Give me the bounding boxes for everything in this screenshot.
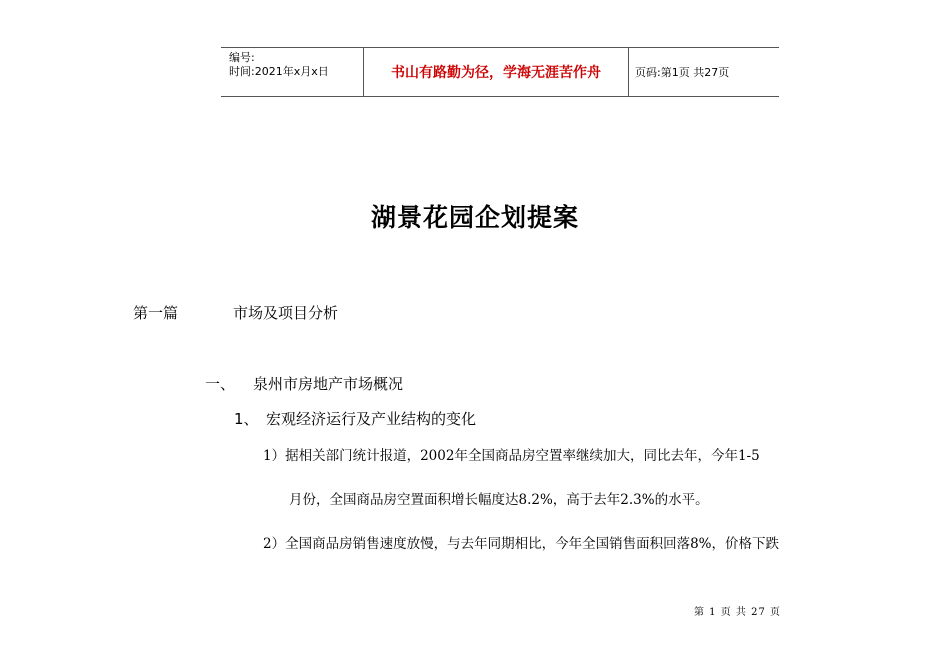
paragraph-2-line-1: 2）全国商品房销售速度放慢，与去年同期相比，今年全国销售面积回落8%，价格下跌 bbox=[263, 536, 780, 552]
footer-page-number: 第 1 页 共 27 页 bbox=[694, 607, 781, 618]
header-motto: 书山有路勤为径，学海无涯苦作舟 bbox=[391, 65, 601, 81]
part-heading bbox=[133, 302, 338, 323]
section-title: 泉州市房地产市场概况 bbox=[253, 375, 404, 393]
part-label: 第一篇 bbox=[133, 304, 179, 322]
header-meta-cell bbox=[221, 48, 364, 96]
paragraph-1-line-1: 1）据相关部门统计报道，2002年全国商品房空置率继续加大，同比去年，今年1-5 bbox=[263, 448, 760, 464]
section-number: 一、 bbox=[205, 375, 236, 393]
document-title: 湖景花园企划提案 bbox=[370, 203, 579, 232]
subsection-title: 宏观经济运行及产业结构的变化 bbox=[266, 410, 477, 428]
document-number-label: 编号: bbox=[229, 51, 255, 64]
document-time-label: 时间:2021年x月x日 bbox=[229, 65, 329, 78]
header-table bbox=[221, 47, 779, 97]
part-title: 市场及项目分析 bbox=[233, 304, 339, 322]
section-heading bbox=[205, 373, 403, 394]
header-page-cell bbox=[629, 48, 779, 96]
paragraph-1-line-2: 月份，全国商品房空置面积增长幅度达8.2%，高于去年2.3%的水平。 bbox=[289, 492, 709, 508]
subsection-heading bbox=[234, 408, 476, 429]
header-motto-cell bbox=[364, 48, 629, 96]
header-page-label: 页码:第1页 共27页 bbox=[635, 66, 730, 79]
subsection-number: 1、 bbox=[234, 410, 259, 428]
